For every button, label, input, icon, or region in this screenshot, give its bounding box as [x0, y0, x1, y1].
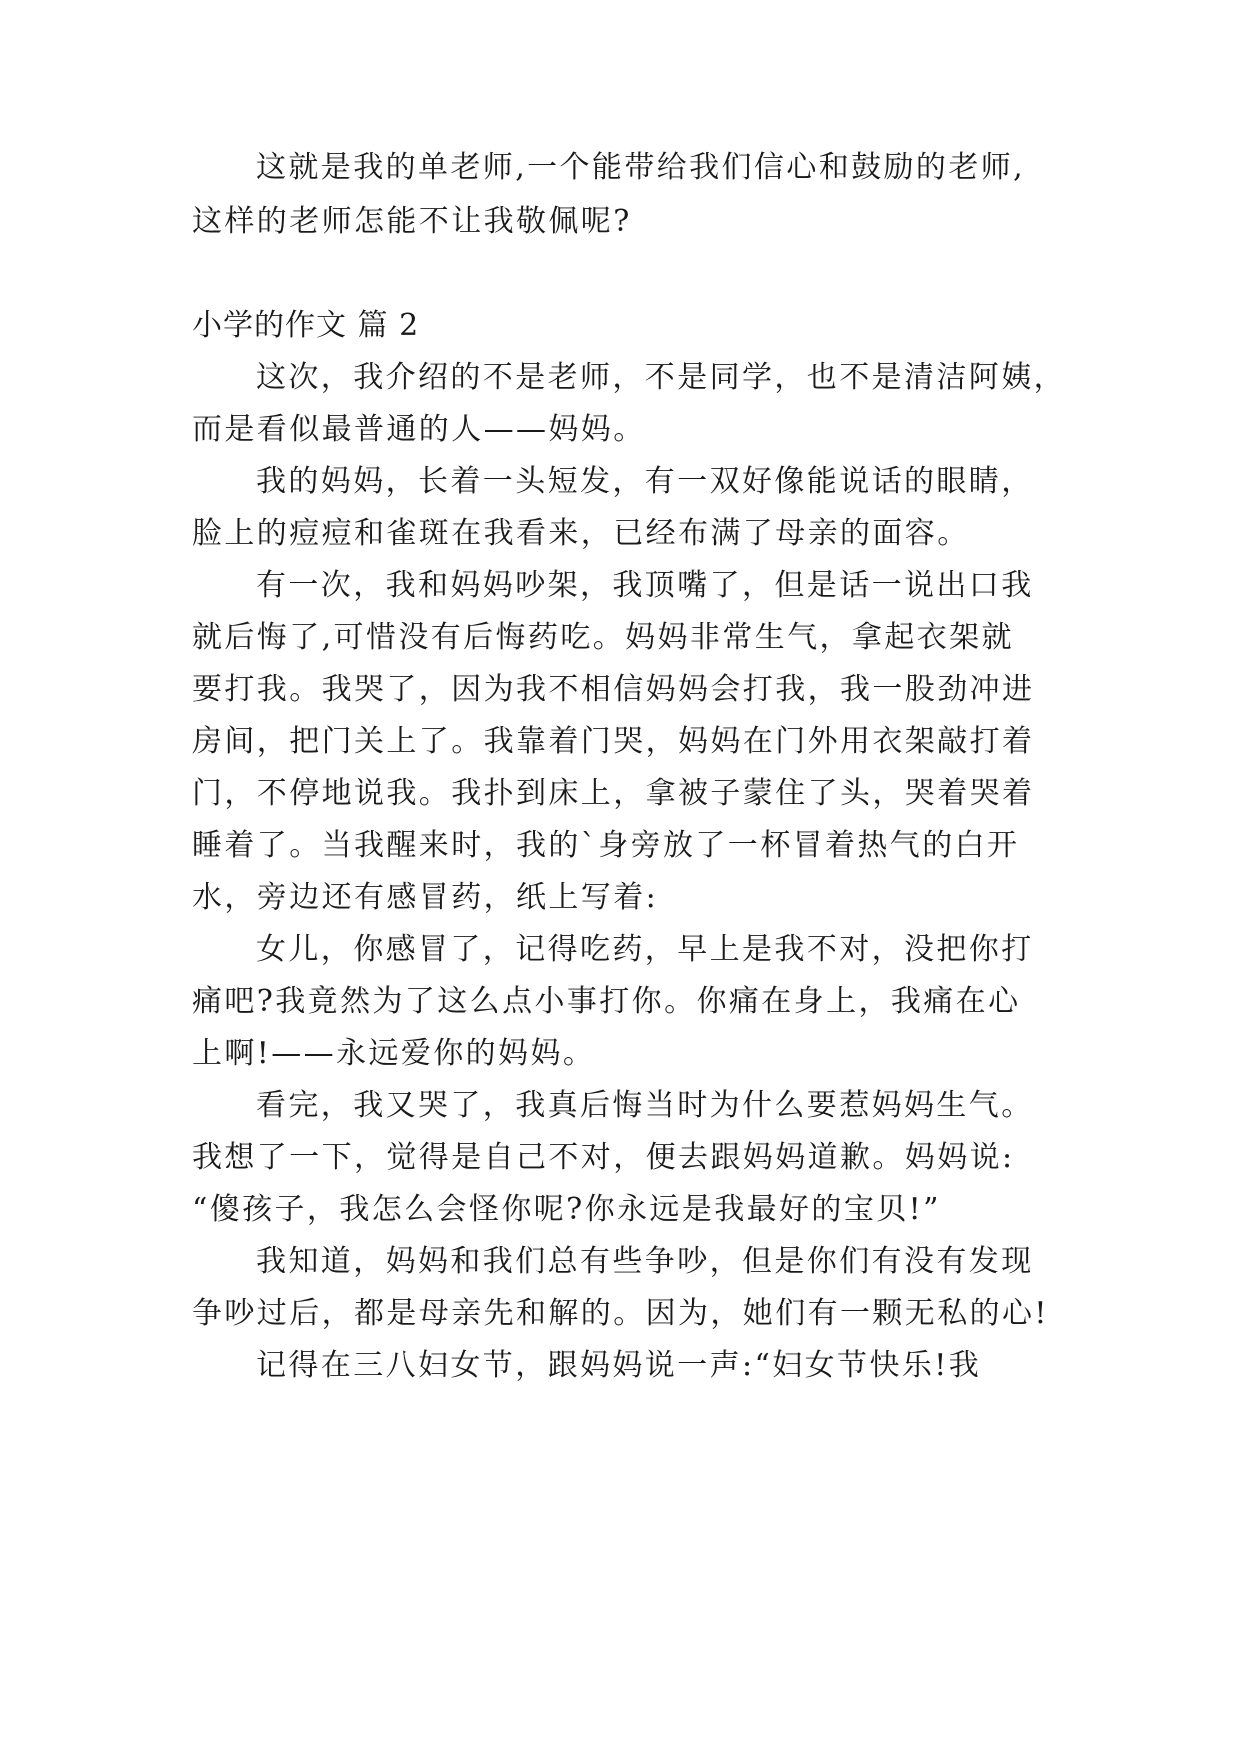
text-line: “傻孩子，我怎么会怪你呢?你永远是我最好的宝贝!” [192, 1192, 941, 1227]
text-line: 我的妈妈，长着一头短发，有一双好像能说话的眼睛， [256, 464, 1034, 499]
text-line: 我想了一下，觉得是自己不对，便去跟妈妈道歉。妈妈说: [192, 1140, 1015, 1175]
text-line: 就后悔了,可惜没有后悔药吃。妈妈非常生气，拿起衣架就 [192, 620, 1014, 655]
text-line: 水，旁边还有感冒药，纸上写着: [192, 880, 659, 915]
text-line: 争吵过后，都是母亲先和解的。因为，她们有一颗无私的心! [192, 1296, 1049, 1331]
text-line: 看完，我又哭了，我真后悔当时为什么要惹妈妈生气。 [256, 1088, 1034, 1123]
text-line: 这样的老师怎能不让我敬佩呢? [192, 204, 632, 239]
text-line: 要打我。我哭了，因为我不相信妈妈会打我，我一股劲冲进 [192, 672, 1035, 707]
text-line: 痛吧?我竟然为了这么点小事打你。你痛在身上，我痛在心 [192, 984, 1021, 1019]
text-line: 门，不停地说我。我扑到床上，拿被子蒙住了头，哭着哭着 [192, 776, 1035, 811]
text-line: 睡着了。当我醒来时，我的`身旁放了一杯冒着热气的白开 [192, 828, 1020, 863]
text-line: 这就是我的单老师,一个能带给我们信心和鼓励的老师, [256, 150, 1026, 185]
text-line: 记得在三八妇女节，跟妈妈说一声:“妇女节快乐!我 [256, 1348, 982, 1383]
section-heading: 小学的作文 篇 2 [192, 308, 420, 343]
text-line: 有一次，我和妈妈吵架，我顶嘴了，但是话一说出口我 [256, 568, 1034, 603]
text-line: 房间，把门关上了。我靠着门哭，妈妈在门外用衣架敲打着 [192, 724, 1035, 759]
text-line: 这次，我介绍的不是老师，不是同学，也不是清洁阿姨， [256, 360, 1066, 395]
text-line: 女儿，你感冒了，记得吃药，早上是我不对，没把你打 [256, 932, 1034, 967]
text-line: 上啊!——永远爱你的妈妈。 [192, 1036, 596, 1071]
text-line: 我知道，妈妈和我们总有些争吵，但是你们有没有发现 [256, 1244, 1034, 1279]
text-line: 脸上的痘痘和雀斑在我看来，已经布满了母亲的面容。 [192, 516, 970, 551]
text-line: 而是看似最普通的人——妈妈。 [192, 412, 646, 447]
